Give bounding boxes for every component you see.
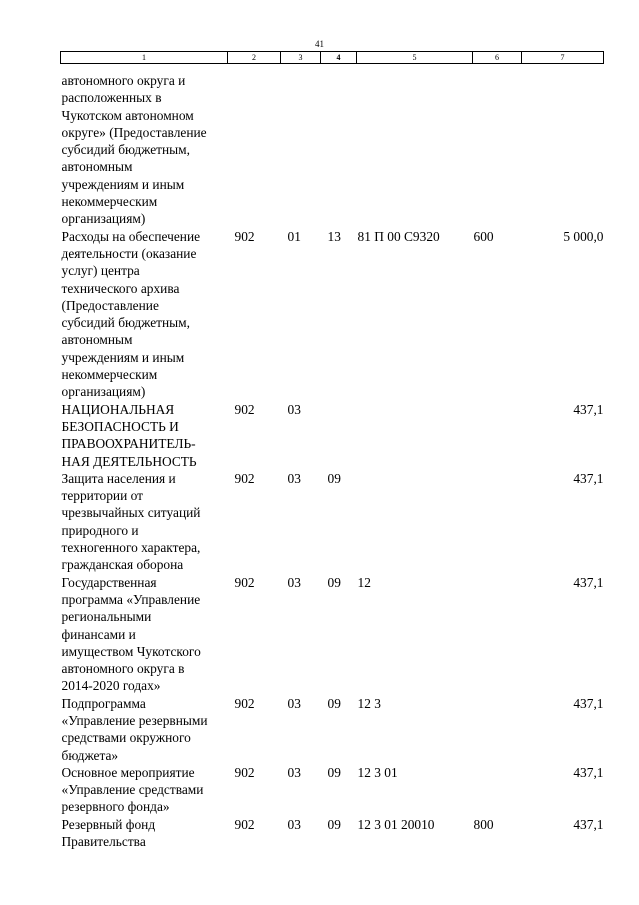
row-name-line: «Управление средствами: [61, 782, 204, 798]
expense-type-cell: 600: [473, 228, 494, 244]
row-name-line: услуг) центра: [61, 263, 140, 279]
row-name-line: имуществом Чукотского: [61, 643, 201, 659]
row-name-line: автономным: [61, 159, 133, 175]
subsection-code-cell: 09: [327, 574, 341, 590]
column-header-2: 2: [228, 52, 281, 64]
target-article-cell: [357, 470, 473, 574]
row-name-line: средствами окружного: [61, 730, 191, 746]
target-article-cell: 12 3: [357, 695, 381, 711]
expense-type-cell: [473, 401, 522, 470]
ministry-code-cell: 902: [234, 764, 255, 780]
row-name-line: технического архива: [61, 280, 180, 296]
row-name-line: некоммерческим: [61, 194, 158, 210]
row-name-cell: [61, 228, 228, 401]
table-row: [61, 764, 604, 816]
table-row: [61, 228, 604, 401]
row-name-line: организациям): [61, 211, 146, 227]
row-name-line: Расходы на обеспечение: [61, 228, 201, 244]
row-name-line: субсидий бюджетным,: [61, 142, 191, 158]
row-name-line: субсидий бюджетным,: [61, 315, 191, 331]
row-name-line: 2014-2020 годах»: [61, 678, 161, 694]
table-row: [61, 64, 604, 228]
row-name-cell: [61, 695, 228, 764]
section-code-cell: 03: [287, 695, 301, 711]
row-name-line: округе» (Предоставление: [61, 124, 207, 140]
row-name-cell: [61, 574, 228, 695]
ministry-code-cell: [228, 64, 281, 228]
row-name-line: Защита населения и: [61, 470, 176, 486]
row-name-cell: [61, 764, 228, 816]
column-header-7: 7: [522, 52, 604, 64]
row-name-line: организациям): [61, 384, 146, 400]
row-name-line: финансами и: [61, 626, 136, 642]
row-name-line: учреждениям и иным: [61, 349, 185, 365]
section-code-cell: 03: [287, 470, 301, 486]
column-header-4: 4: [321, 52, 357, 64]
row-name-line: Резервный фонд: [61, 816, 156, 832]
row-name-line: расположенных в: [61, 90, 162, 106]
amount-cell: 437,1: [573, 695, 604, 711]
row-name-line: НАЯ ДЕЯТЕЛЬНОСТЬ: [61, 453, 197, 469]
row-name-cell: [61, 64, 228, 228]
row-name-line: региональными: [61, 609, 152, 625]
amount-cell: 437,1: [573, 816, 604, 832]
row-name-line: некоммерческим: [61, 367, 158, 383]
table-row: [61, 695, 604, 764]
column-header-6: 6: [473, 52, 522, 64]
subsection-code-cell: 09: [327, 470, 341, 486]
subsection-code-cell: 09: [327, 695, 341, 711]
ministry-code-cell: 902: [234, 470, 255, 486]
subsection-code-cell: [321, 64, 357, 228]
row-name-line: Государственная: [61, 574, 157, 590]
row-name-line: Чукотском автономном: [61, 107, 194, 123]
expense-type-cell: [473, 764, 522, 816]
amount-cell: 437,1: [573, 764, 604, 780]
column-header-1: 1: [61, 52, 228, 64]
expense-type-cell: 800: [473, 816, 494, 832]
row-name-cell: [61, 401, 228, 470]
expense-type-cell: [473, 470, 522, 574]
row-name-line: БЕЗОПАСНОСТЬ И: [61, 418, 179, 434]
target-article-cell: 12 3 01 20010: [357, 816, 435, 832]
section-code-cell: 03: [287, 574, 301, 590]
column-header-5: 5: [357, 52, 473, 64]
expense-type-cell: [473, 574, 522, 695]
row-name-line: учреждениям и иным: [61, 176, 185, 192]
target-article-cell: 12 3 01: [357, 764, 398, 780]
table-row: [61, 574, 604, 695]
amount-cell: 5 000,0: [563, 228, 604, 244]
ministry-code-cell: 902: [234, 695, 255, 711]
row-name-line: автономного округа и: [61, 73, 186, 88]
target-article-cell: 81 П 00 С9320: [357, 228, 440, 244]
amount-cell: [522, 64, 604, 228]
page-number: 41: [315, 39, 324, 49]
section-code-cell: 03: [287, 401, 301, 417]
ministry-code-cell: 902: [234, 228, 255, 244]
expense-type-cell: [473, 64, 522, 228]
table-row: [61, 470, 604, 574]
row-name-line: территории от: [61, 488, 143, 504]
row-name-cell: [61, 470, 228, 574]
subsection-code-cell: 09: [327, 764, 341, 780]
budget-table: [60, 51, 604, 850]
row-name-line: автономным: [61, 332, 133, 348]
row-name-line: (Предоставление: [61, 297, 159, 313]
amount-cell: 437,1: [573, 470, 604, 486]
target-article-cell: [357, 64, 473, 228]
row-name-line: бюджета»: [61, 747, 119, 763]
section-code-cell: 01: [287, 228, 301, 244]
ministry-code-cell: 902: [234, 816, 255, 832]
row-name-line: Подпрограмма: [61, 695, 146, 711]
section-code-cell: 03: [287, 816, 301, 832]
row-name-line: природного и: [61, 522, 139, 538]
row-name-line: автономного округа в: [61, 661, 185, 677]
row-name-line: техногенного характера,: [61, 540, 201, 556]
section-code-cell: [281, 64, 321, 228]
column-header-3: 3: [281, 52, 321, 64]
row-name-line: гражданская оборона: [61, 557, 184, 573]
column-number-header-row: [61, 52, 604, 64]
row-name-line: ПРАВООХРАНИТЕЛЬ-: [61, 436, 196, 452]
amount-cell: 437,1: [573, 574, 604, 590]
row-name-line: Основное мероприятие: [61, 764, 195, 780]
table-row: [61, 401, 604, 470]
row-name-line: «Управление резервными: [61, 712, 208, 728]
target-article-cell: [357, 401, 473, 470]
row-name-line: резервного фонда»: [61, 799, 170, 815]
subsection-code-cell: 09: [327, 816, 341, 832]
row-name-line: деятельности (оказание: [61, 245, 197, 261]
subsection-code-cell: [321, 401, 357, 470]
section-code-cell: 03: [287, 764, 301, 780]
row-name-line: программа «Управление: [61, 591, 201, 607]
row-name-line: чрезвычайных ситуаций: [61, 505, 201, 521]
row-name-line: НАЦИОНАЛЬНАЯ: [61, 401, 175, 417]
subsection-code-cell: 13: [327, 228, 341, 244]
ministry-code-cell: 902: [234, 401, 255, 417]
target-article-cell: 12: [357, 574, 371, 590]
ministry-code-cell: 902: [234, 574, 255, 590]
table-row: [61, 816, 604, 851]
row-name-line: Правительства: [61, 834, 146, 850]
row-name-cell: [61, 816, 228, 851]
amount-cell: 437,1: [573, 401, 604, 417]
expense-type-cell: [473, 695, 522, 764]
